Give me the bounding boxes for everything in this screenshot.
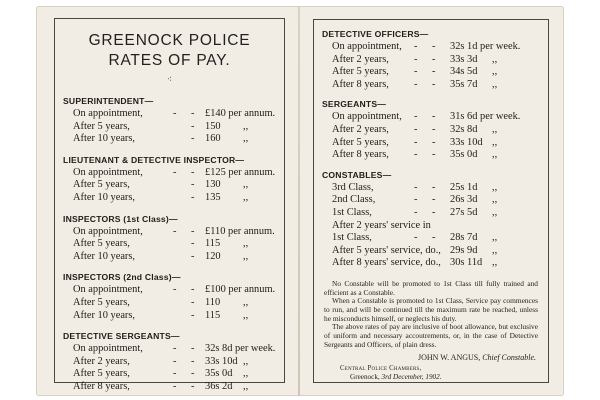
row-label: After 8 years' service, do., bbox=[332, 257, 441, 269]
section-gap bbox=[63, 205, 276, 211]
row-amount: 115 bbox=[205, 309, 221, 321]
row-amount: 160 bbox=[205, 133, 221, 145]
row-amount: 32s 8d per week. bbox=[205, 343, 276, 355]
row-dash: - bbox=[414, 181, 418, 193]
pay-row bbox=[63, 297, 276, 310]
row-label: On appointment, bbox=[73, 343, 143, 355]
row-label: After 8 years, bbox=[332, 78, 389, 90]
row-label: After 8 years, bbox=[73, 380, 130, 392]
pay-row bbox=[63, 368, 276, 381]
row-dash: - bbox=[191, 238, 195, 250]
row-dash: - bbox=[432, 78, 436, 90]
pay-row bbox=[322, 41, 540, 54]
row-ditto: ,, bbox=[492, 123, 498, 135]
row-dash: - bbox=[414, 136, 418, 148]
row-amount: £140 per annum. bbox=[205, 108, 276, 119]
row-ditto: ,, bbox=[243, 238, 249, 250]
row-label: After 2 years, bbox=[332, 123, 389, 135]
row-amount: 110 bbox=[205, 296, 221, 308]
row-label: 1st Class, bbox=[332, 206, 372, 218]
row-amount: 29s 9d bbox=[450, 244, 478, 256]
row-label: After 2 years, bbox=[73, 355, 130, 367]
section-heading: DETECTIVE SERGEANTS— bbox=[63, 331, 180, 342]
row-label: After 10 years, bbox=[73, 309, 136, 321]
pay-row bbox=[322, 245, 540, 258]
pay-row bbox=[63, 310, 276, 323]
row-label: After 5 years, bbox=[73, 296, 130, 308]
row-amount: 115 bbox=[205, 238, 221, 250]
right-panel bbox=[313, 19, 549, 383]
section-gap bbox=[63, 322, 276, 328]
row-ditto: ,, bbox=[243, 380, 249, 392]
row-label: On appointment, bbox=[332, 111, 402, 123]
row-amount: £125 per annum. bbox=[205, 166, 276, 178]
row-label: On appointment, bbox=[332, 41, 402, 52]
row-dash: - bbox=[414, 41, 418, 52]
row-dash: - bbox=[173, 108, 177, 119]
row-dash: - bbox=[414, 123, 418, 135]
notes bbox=[322, 280, 540, 350]
row-amount: 150 bbox=[205, 120, 221, 132]
pay-row bbox=[322, 207, 540, 220]
pay-row bbox=[63, 356, 276, 369]
pay-row bbox=[63, 226, 276, 239]
pay-row bbox=[63, 133, 276, 146]
row-dash: - bbox=[191, 309, 195, 321]
section-heading: CONSTABLES— bbox=[322, 169, 392, 180]
title-line-1: GREENOCK POLICE bbox=[88, 32, 251, 49]
row-dash: - bbox=[173, 368, 177, 380]
pay-row bbox=[63, 167, 276, 180]
row-dash: - bbox=[191, 225, 195, 237]
row-ditto: ,, bbox=[243, 296, 249, 308]
row-label: After 5 years, bbox=[73, 120, 130, 132]
row-amount: 25s 1d bbox=[450, 181, 478, 193]
row-dash: - bbox=[414, 206, 418, 218]
row-ditto: ,, bbox=[492, 194, 498, 206]
row-amount: 32s 8d bbox=[450, 123, 478, 135]
row-label: After 5 years, bbox=[332, 136, 389, 148]
row-dash: - bbox=[191, 166, 195, 178]
row-dash: - bbox=[414, 53, 418, 65]
row-dash: - bbox=[414, 66, 418, 78]
note-promotion: No Constable will be promoted to 1st Class till fully trained and efficient as a Constable. bbox=[324, 278, 538, 297]
pay-row bbox=[322, 257, 540, 270]
row-dash: - bbox=[432, 66, 436, 78]
row-label: After 5 years, bbox=[73, 238, 130, 250]
row-dash: - bbox=[191, 296, 195, 308]
row-ditto: ,, bbox=[243, 250, 249, 262]
row-ditto: ,, bbox=[243, 133, 249, 145]
row-dash: - bbox=[432, 181, 436, 193]
pay-row bbox=[322, 66, 540, 79]
row-label: After 5 years, bbox=[332, 66, 389, 78]
row-dash: - bbox=[191, 368, 195, 380]
row-label: After 8 years, bbox=[332, 149, 389, 161]
row-dash: - bbox=[414, 232, 418, 244]
signature-role: Chief Constable. bbox=[482, 352, 536, 362]
pay-row bbox=[322, 232, 540, 245]
row-label: On appointment, bbox=[73, 284, 143, 296]
row-label: After 2 years' service in bbox=[332, 219, 431, 231]
section-gap bbox=[322, 162, 540, 167]
title-line-2: RATES OF PAY. bbox=[108, 52, 231, 69]
row-label: After 5 years, bbox=[73, 368, 130, 380]
row-ditto: ,, bbox=[243, 309, 249, 321]
address-town-date bbox=[322, 373, 540, 381]
pay-row bbox=[322, 182, 540, 195]
row-ditto: ,, bbox=[243, 120, 249, 132]
row-label: After 10 years, bbox=[73, 250, 136, 262]
row-amount: 33s 3d bbox=[450, 53, 478, 65]
row-amount: 26s 3d bbox=[450, 194, 478, 206]
row-amount: 35s 0d bbox=[205, 368, 233, 380]
row-ditto: ,, bbox=[492, 244, 498, 256]
row-ditto: ,, bbox=[492, 149, 498, 161]
pay-row bbox=[322, 79, 540, 92]
row-ditto: ,, bbox=[492, 232, 498, 244]
row-label: After 10 years, bbox=[73, 133, 136, 145]
note-inclusive: The above rates of pay are inclusive of boot allowance, but exclusive of uniform and necessary accoutrements, or, in the case of Detective Sergeants and Officers, of plain dress. bbox=[324, 322, 538, 349]
row-dash: - bbox=[191, 179, 195, 191]
row-ditto: ,, bbox=[492, 66, 498, 78]
row-ditto: ,, bbox=[492, 181, 498, 193]
row-label: On appointment, bbox=[73, 108, 143, 119]
row-amount: 32s 1d per week. bbox=[450, 41, 521, 52]
address-date: 3rd December, 1902. bbox=[381, 372, 442, 381]
row-dash: - bbox=[191, 343, 195, 355]
row-ditto: ,, bbox=[243, 368, 249, 380]
section-heading: DETECTIVE OFFICERS— bbox=[322, 29, 429, 39]
ornament-icon: ⁖ bbox=[166, 74, 173, 84]
row-dash: - bbox=[432, 53, 436, 65]
pay-row bbox=[322, 220, 540, 233]
row-label: After 2 years, bbox=[332, 53, 389, 65]
pay-row bbox=[63, 179, 276, 192]
pay-row bbox=[322, 54, 540, 67]
row-ditto: ,, bbox=[492, 78, 498, 90]
pay-row bbox=[63, 251, 276, 264]
pay-row bbox=[63, 121, 276, 134]
pay-row bbox=[63, 381, 276, 394]
row-dash: - bbox=[191, 133, 195, 145]
left-panel bbox=[54, 18, 285, 392]
row-label: After 10 years, bbox=[73, 191, 136, 203]
row-amount: 28s 7d bbox=[450, 232, 478, 244]
pay-row bbox=[63, 108, 276, 121]
row-dash: - bbox=[432, 232, 436, 244]
right-sections bbox=[322, 28, 540, 270]
row-dash: - bbox=[414, 194, 418, 206]
row-amount: 120 bbox=[205, 250, 221, 262]
row-amount: 135 bbox=[205, 191, 221, 203]
signature-name: JOHN W. ANGUS, bbox=[417, 352, 481, 362]
row-ditto: ,, bbox=[243, 355, 249, 367]
signature bbox=[322, 353, 540, 362]
row-dash: - bbox=[432, 136, 436, 148]
row-dash: - bbox=[414, 78, 418, 90]
row-ditto: ,, bbox=[243, 191, 249, 203]
row-dash: - bbox=[191, 191, 195, 203]
row-ditto: ,, bbox=[492, 136, 498, 148]
row-dash: - bbox=[414, 149, 418, 161]
row-dash: - bbox=[191, 250, 195, 262]
row-label: After 5 years' service, do., bbox=[332, 244, 441, 256]
row-dash: - bbox=[173, 284, 177, 296]
row-dash: - bbox=[432, 194, 436, 206]
row-amount: 35s 0d bbox=[450, 149, 478, 161]
pay-row bbox=[322, 194, 540, 207]
row-amount: 34s 5d bbox=[450, 66, 478, 78]
card-fold bbox=[298, 6, 300, 396]
row-amount: 27s 5d bbox=[450, 206, 478, 218]
row-label: 2nd Class, bbox=[332, 194, 376, 206]
row-dash: - bbox=[173, 355, 177, 367]
row-label: 3rd Class, bbox=[332, 181, 374, 193]
section-heading: INSPECTORS (1st Class)— bbox=[63, 213, 178, 224]
row-amount: 36s 2d bbox=[205, 380, 233, 392]
row-dash: - bbox=[173, 380, 177, 392]
row-amount: 33s 10d bbox=[205, 355, 238, 367]
row-dash: - bbox=[173, 225, 177, 237]
section-heading: INSPECTORS (2nd Class)— bbox=[63, 272, 181, 283]
address-town: Greenock, bbox=[350, 372, 380, 381]
row-amount: £100 per annum. bbox=[205, 284, 276, 296]
row-dash: - bbox=[414, 111, 418, 123]
section-heading: SERGEANTS— bbox=[322, 99, 387, 110]
row-label: On appointment, bbox=[73, 166, 143, 178]
pay-row bbox=[63, 238, 276, 251]
row-label: On appointment, bbox=[73, 225, 143, 237]
row-dash: - bbox=[191, 355, 195, 367]
row-dash: - bbox=[191, 120, 195, 132]
pay-row bbox=[322, 111, 540, 124]
pay-row bbox=[322, 137, 540, 150]
address-line: Central Police Chambers, bbox=[340, 364, 422, 372]
row-dash: - bbox=[191, 108, 195, 119]
row-dash: - bbox=[173, 166, 177, 178]
pay-row bbox=[63, 192, 276, 205]
row-dash: - bbox=[191, 284, 195, 296]
left-sections bbox=[63, 95, 276, 394]
section-gap bbox=[63, 263, 276, 269]
row-amount: 30s 11d bbox=[450, 257, 483, 269]
row-amount: £110 per annum. bbox=[205, 225, 275, 237]
row-amount: 130 bbox=[205, 179, 221, 191]
row-dash: - bbox=[432, 149, 436, 161]
row-ditto: ,, bbox=[492, 53, 498, 65]
row-dash: - bbox=[432, 111, 436, 123]
note-service-pay: When a Constable is promoted to 1st Class, Service pay commences to run, and will be continued till the maximum rate be reached, unless he misconducts himself, or neglects his duty. bbox=[324, 296, 538, 323]
row-ditto: ,, bbox=[492, 206, 498, 218]
row-dash: - bbox=[173, 343, 177, 355]
section-gap bbox=[322, 91, 540, 96]
row-amount: 31s 6d per week. bbox=[450, 111, 521, 123]
row-ditto: ,, bbox=[492, 257, 498, 269]
pay-row bbox=[322, 149, 540, 162]
section-heading: LIEUTENANT & DETECTIVE INSPECTOR— bbox=[63, 154, 245, 165]
row-dash: - bbox=[191, 380, 195, 392]
row-amount: 35s 7d bbox=[450, 78, 478, 90]
pay-row bbox=[63, 343, 276, 356]
row-dash: - bbox=[432, 41, 436, 52]
row-amount: 33s 10d bbox=[450, 136, 483, 148]
row-ditto: ,, bbox=[243, 179, 249, 191]
section-gap bbox=[63, 146, 276, 152]
row-label: 1st Class, bbox=[332, 232, 372, 244]
section-heading: SUPERINTENDENT— bbox=[63, 96, 154, 106]
row-dash: - bbox=[432, 206, 436, 218]
pay-row bbox=[322, 124, 540, 137]
row-label: After 5 years, bbox=[73, 179, 130, 191]
pay-row bbox=[63, 284, 276, 297]
row-dash: - bbox=[432, 123, 436, 135]
